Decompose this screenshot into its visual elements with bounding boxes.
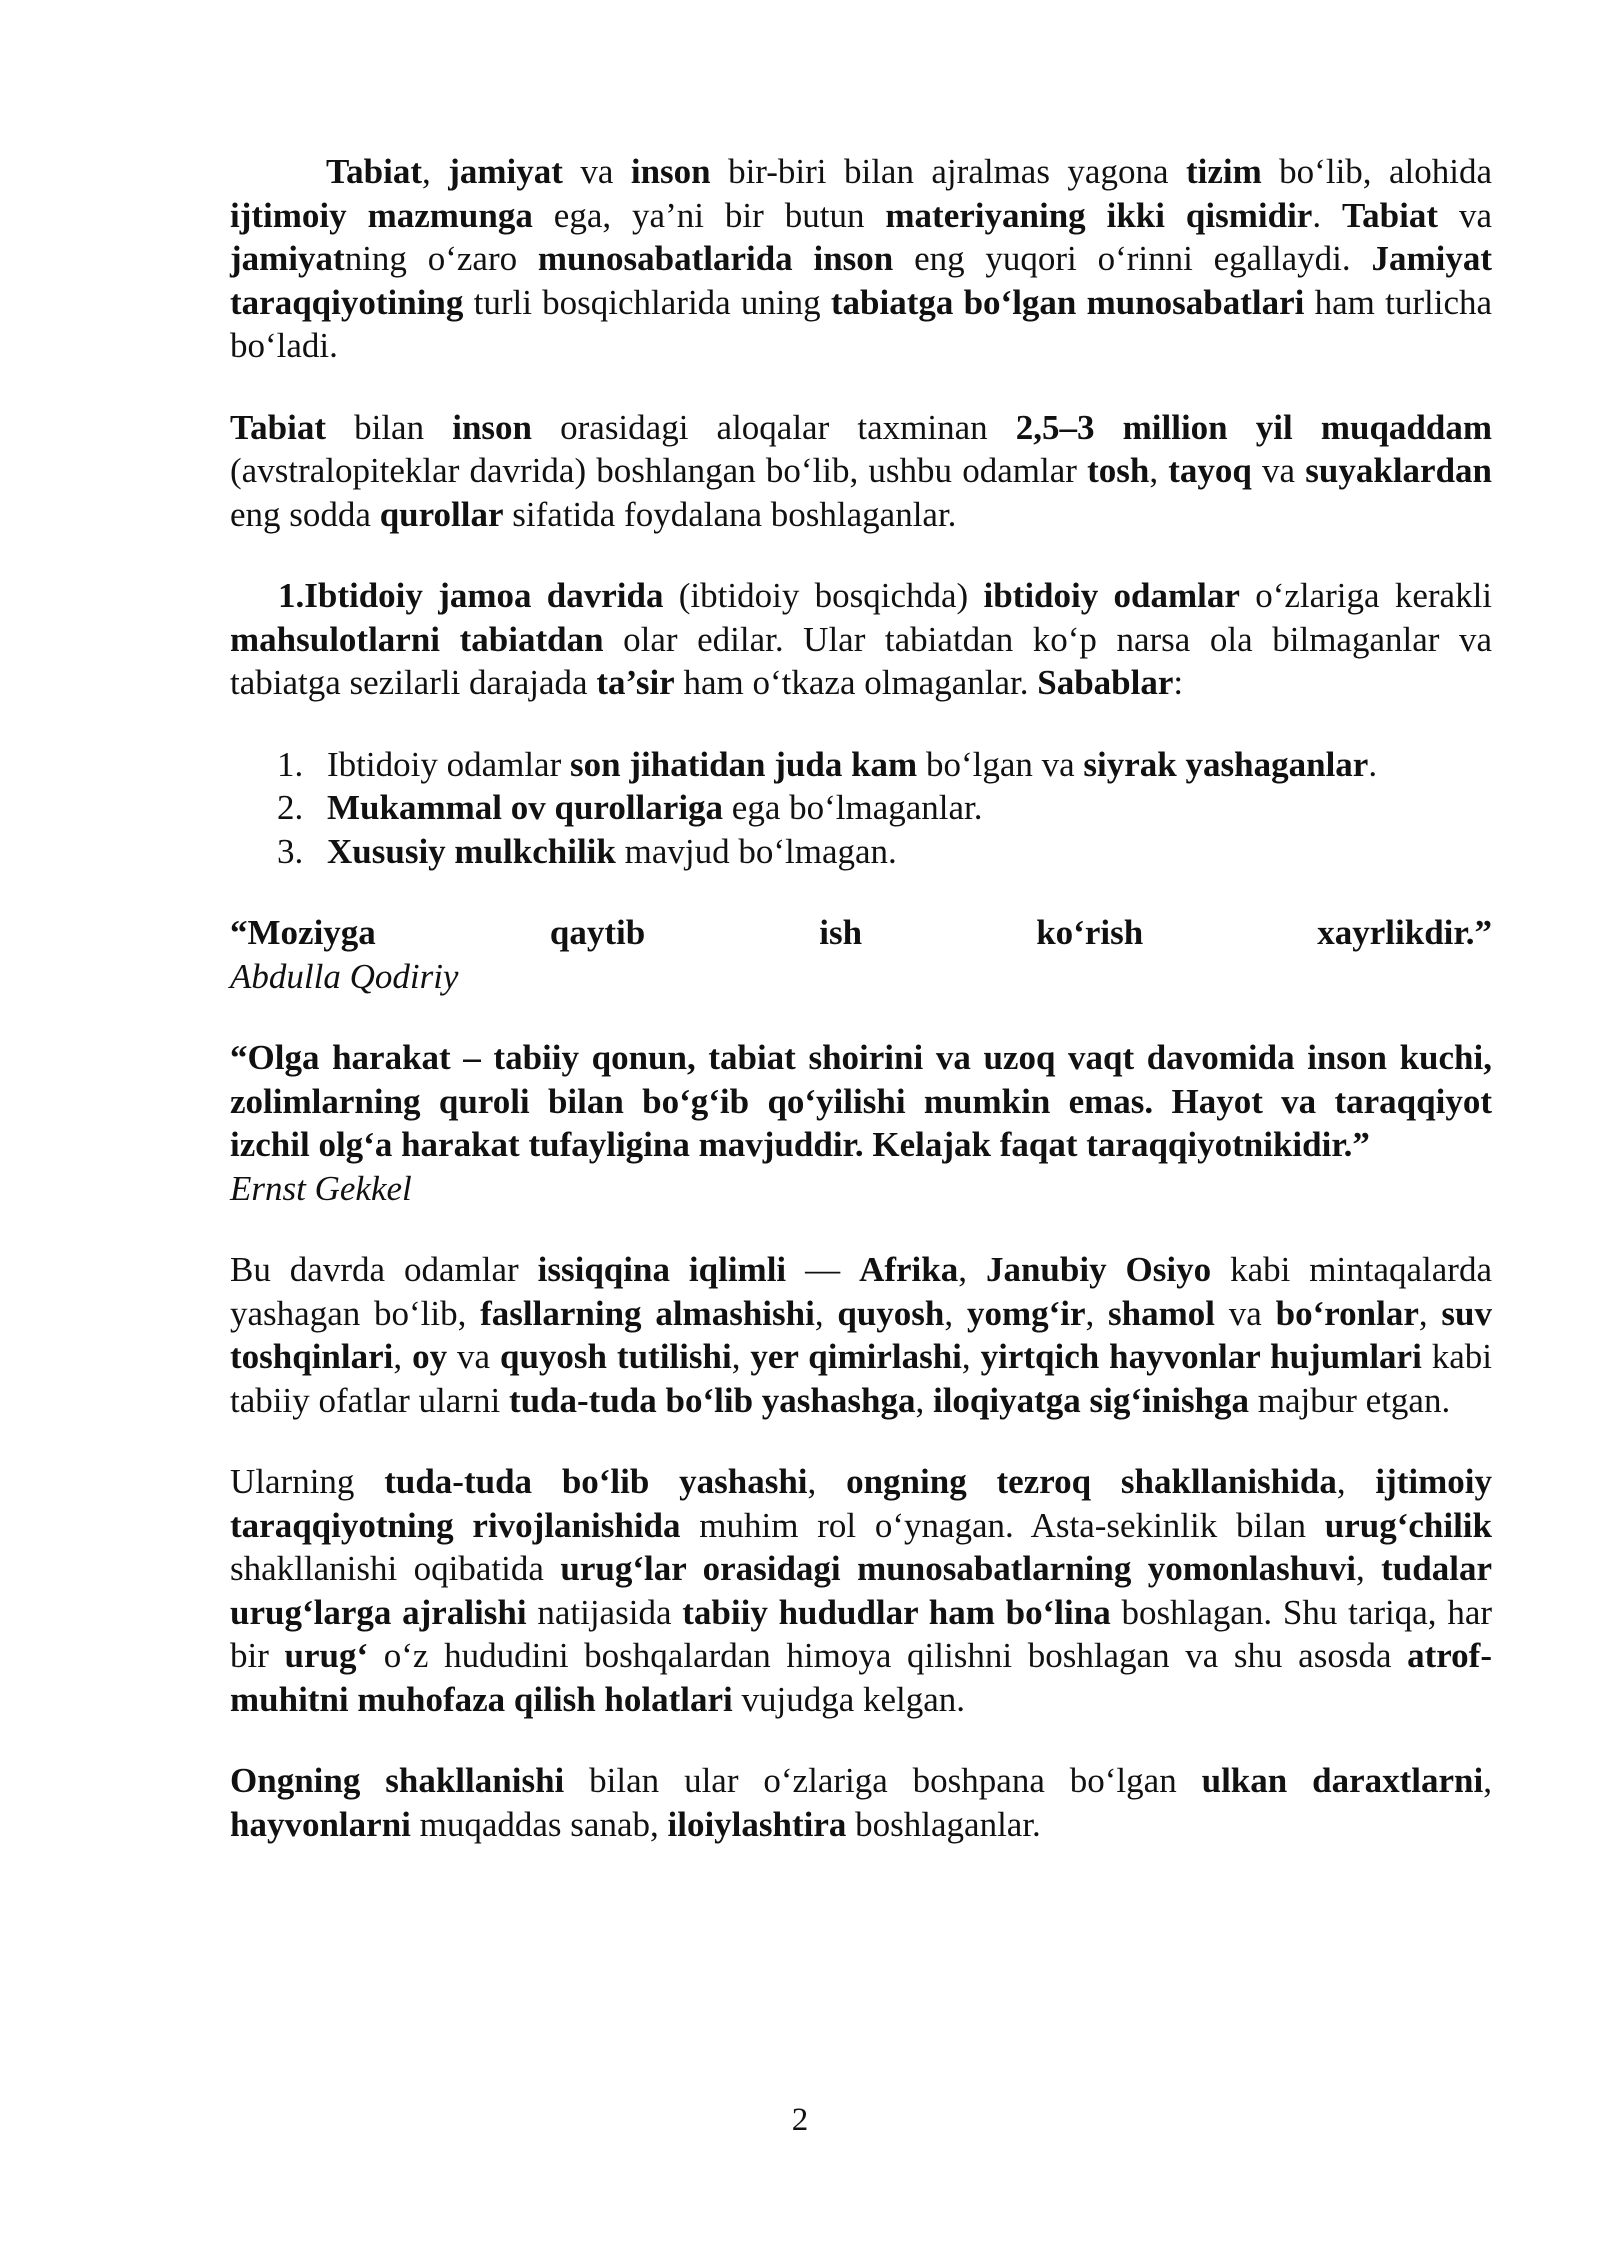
quote-text [230,911,1492,955]
list-item [230,830,1492,874]
bold-text: suv toshqinlari [230,1293,1492,1376]
bold-text: Ongning shakllanishi [230,1761,565,1800]
text: Bu davrda odamlar [230,1250,538,1289]
text: ham o‘tkaza olmaganlar. [674,663,1038,702]
bold-text: jamiyat [448,152,563,191]
quote-author: Ernst Gekkel [230,1168,412,1208]
text: eng sodda [230,494,380,534]
paragraph-tuda-tuda [230,1460,1492,1721]
bold-text: ongning tezroq shakllanishida [846,1462,1337,1501]
bold-text: tabiiy hududlar ham bo‘lina [682,1592,1111,1632]
text: olar edilar. Ular tabiatdan ko‘p narsa ola bilmaganlar va tabiatga sezilarli darajada [230,619,1493,702]
paragraph-issiq-iqlim [230,1248,1492,1422]
bold-text: urug‘ [284,1636,369,1675]
quote-author: Abdulla Qodiriy [230,956,459,996]
reasons-list [230,743,1492,874]
text: , [961,1337,981,1376]
paragraph-tabiat-inson-aloqalar [230,406,1492,537]
text: Ibtidoiy odamlar [327,744,571,784]
text: . [1312,195,1343,235]
text: muhim rol o‘ynagan. Asta-sekinlik bilan [680,1505,1325,1545]
text: mavjud bo‘lmagan. [615,831,897,871]
list-number: 1. [277,744,304,784]
text: , [944,1293,967,1333]
quote-text: “Olga harakat – tabiiy qonun, tabiat shoirini va uzoq vaqt davomida inson kuchi, zolimlarning quroli bilan bo‘g‘ib qo‘yilishi mumkin emas. Hayot va taraqqiyot izchil olg‘a harakat tufayligina mavjuddir. Kelajak faqat taraqqiyotnikidir.” [230,1038,1492,1164]
text: , [1149,451,1169,490]
text: eng yuqori o‘rinni egallaydi. [893,239,1372,278]
text: turli bosqichlarida uning [463,282,831,322]
text: , [421,152,449,191]
bold-text: issiqqina iqlimli [537,1250,787,1289]
bold-text: Sabablar [1037,663,1174,702]
text: muqaddas sanab, [410,1804,668,1844]
text: boshlagan. Shu tariqa, har bir [230,1592,1493,1675]
bold-text: tuda-tuda bo‘lib yashashi [384,1462,808,1501]
bold-text: tabiatga bo‘lgan munosabatlari [830,282,1305,322]
list-number: 2. [277,788,304,827]
bold-text: ibtidoiy odamlar [983,576,1240,615]
bold-text: tudalar urug‘larga ajralishi [230,1549,1493,1632]
bold-text: Jamiyat taraqqiyotining [230,239,1492,322]
bold-text: Mukammal ov qurollariga [327,788,724,827]
text: , [958,1250,986,1289]
bold-text: inson [452,407,532,447]
text: o‘zlariga kerakli [1239,576,1493,615]
quote-word: “Moziyga [230,913,376,952]
bold-text: ulkan daraxtlarni [1201,1761,1484,1800]
bold-text: qurollar [379,494,504,534]
bold-text: urug‘lar orasidagi munosabatlarning yomonlashuvi [560,1549,1356,1588]
bold-text: tuda-tuda bo‘lib yashashga [508,1380,916,1420]
bold-text: iloiylashtira [667,1804,847,1844]
bold-text: mahsulotlarni tabiatdan [230,619,604,659]
bold-text: urug‘chilik [1324,1505,1492,1545]
quote-gekkel [230,1036,1492,1210]
bold-text: yomg‘ir [966,1293,1086,1333]
bold-text: 2,5–3 million yil muqaddam [1015,407,1493,447]
text: , [1336,1462,1376,1501]
paragraph-tabiat-jamiyat-inson [230,150,1492,368]
page-number: 2 [791,2102,809,2138]
bold-text: fasllarning almashishi [480,1293,815,1333]
bold-text: munosabatlarida inson [537,239,894,278]
text: — [786,1250,860,1289]
text: majbur etgan. [1249,1380,1451,1420]
bold-text: oy [412,1337,448,1376]
text: , [1483,1761,1492,1800]
quote-word: ish [819,913,863,952]
text: , [915,1380,933,1420]
bold-text: yirtqich hayvonlar hujumlari [980,1337,1422,1376]
text: ega, ya’ni bir butun [532,195,886,235]
text: bo‘lib, alohida [1261,152,1493,191]
bold-text: atrof-muhitni muhofaza qilish holatlari [230,1636,1492,1719]
bold-text: ta’sir [596,663,675,702]
text: kabi mintaqalarda yashagan bo‘lib, [230,1250,1492,1333]
bold-text: Afrika [859,1250,959,1289]
text: . [1368,744,1378,784]
bold-text: Tabiat [230,407,326,447]
bold-text: inson [630,152,711,191]
page-content [230,150,1492,1884]
bold-text: tayoq [1168,451,1252,490]
bold-text: ijtimoiy mazmunga [230,195,533,235]
text: va [1438,195,1493,235]
quote-word: xayrlikdir.” [1317,913,1492,952]
text: , [1355,1549,1382,1588]
text: va [1251,451,1306,490]
text: , [393,1337,413,1376]
text: shakllanishi oqibatida [230,1549,561,1588]
list-item [230,743,1492,787]
bold-text: tosh [1087,451,1150,490]
bold-text: Janubiy Osiyo [985,1250,1212,1289]
text: ham turlicha bo‘ladi. [230,282,1493,365]
text: kabi tabiiy ofatlar ularni [230,1337,1493,1420]
quote-word: qaytib [549,913,646,952]
bold-text: quyosh tutilishi [499,1337,732,1376]
text: o‘z hududini boshqalardan himoya qilishni boshlagan va shu asosda [368,1636,1408,1675]
text: bilan ular o‘zlariga boshpana bo‘lgan [564,1761,1202,1800]
text: va [447,1337,500,1376]
text: , [1085,1293,1109,1333]
bold-text: ijtimoiy taraqqiyotning rivojlanishida [230,1462,1493,1545]
bold-text: jamiyat [230,239,345,278]
text: ega bo‘lmaganlar. [723,788,983,827]
bold-text: Xususiy mulkchilik [327,831,616,871]
bold-text: son jihatidan juda kam [570,744,918,784]
text: , [807,1462,847,1501]
bold-text: hayvonlarni [230,1804,411,1844]
text: ning o‘zaro [344,239,538,278]
text: natijasida [526,1592,683,1632]
paragraph-ongning-shakllanishi [230,1759,1492,1846]
text: , [1418,1293,1442,1333]
quote-qodiriy [230,911,1492,998]
text: (ibtidoiy bosqichda) [663,576,984,615]
bold-text: Tabiat [326,152,422,191]
bold-text: 1.Ibtidoiy jamoa davrida [278,576,664,615]
bold-text: materiyaning ikki qismidir [885,195,1313,235]
text: sifatida foydalana boshlaganlar. [503,494,957,534]
text: bir-biri bilan ajralmas yagona [710,152,1186,191]
text: : [1173,663,1184,702]
list-number: 3. [277,831,304,871]
list-item [230,786,1492,830]
text: va [1215,1293,1276,1333]
text: , [731,1337,751,1376]
bold-text: bo‘ronlar [1275,1293,1419,1333]
bold-text: tizim [1185,152,1262,191]
quote-word: ko‘rish [1036,913,1144,952]
paragraph-ibtidoiy-jamoa [230,574,1492,705]
text: vujudga kelgan. [732,1679,966,1719]
text: orasidagi aloqalar taxminan [532,407,1016,447]
bold-text: suyaklardan [1305,451,1493,490]
bold-text: siyrak yashaganlar [1083,744,1369,784]
text: va [562,152,631,191]
bold-text: yer qimirlashi [750,1337,962,1376]
text: , [814,1293,838,1333]
text: boshlaganlar. [846,1804,1041,1844]
bold-text: Tabiat [1342,195,1439,235]
text: bo‘lgan va [917,744,1084,784]
bold-text: iloqiyatga sig‘inishga [932,1380,1250,1420]
text: Ularning [230,1462,385,1501]
text: bilan [325,407,453,447]
bold-text: quyosh [837,1293,945,1333]
text: (avstralopiteklar davrida) boshlangan bo‘lib, ushbu odamlar [230,451,1088,490]
bold-text: shamol [1108,1293,1216,1333]
